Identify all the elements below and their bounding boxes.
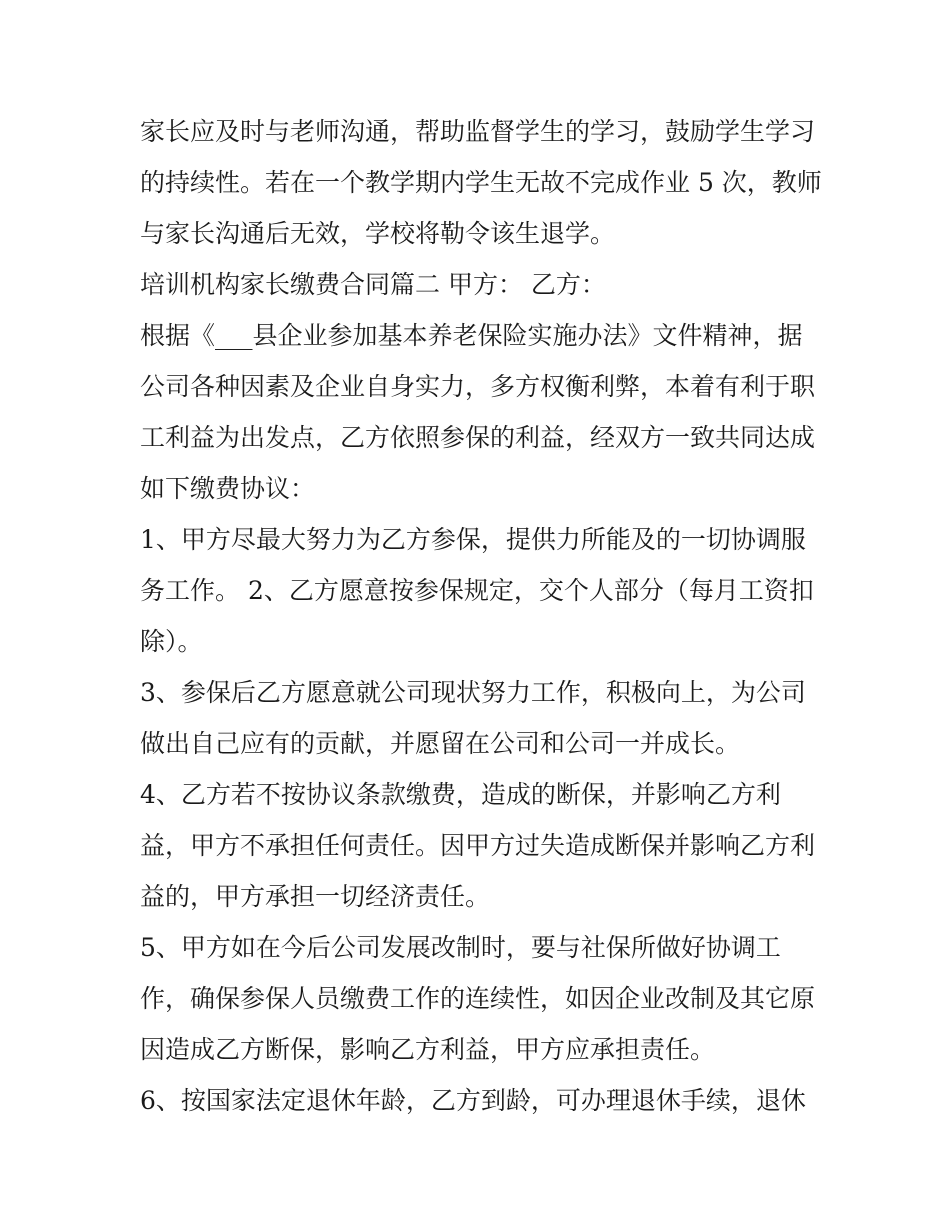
clause-3-line: 3、参保后乙方愿意就公司现状努力工作，积极向上，为公司 <box>140 678 806 707</box>
text-line: 工利益为出发点，乙方依照参保的利益，经双方一致共同达成 <box>140 423 816 452</box>
text-line: 根据《___县企业参加基本养老保险实施办法》文件精神，据 <box>140 321 803 350</box>
text-line: 益，甲方不承担任何责任。因甲方过失造成断保并影响乙方利 <box>140 831 816 860</box>
clause-5-line: 5、甲方如在今后公司发展改制时，要与社保所做好协调工 <box>140 933 781 962</box>
text-line: 公司各种因素及企业自身实力，多方权衡利弊，本着有利于职 <box>140 372 816 401</box>
document-body <box>140 106 820 1126</box>
text-line: 如下缴费协议： <box>140 474 316 503</box>
clause-2-line: 务工作。 2、乙方愿意按参保规定，交个人部分（每月工资扣 <box>140 576 814 605</box>
clause-4-line: 4、乙方若不按协议条款缴费，造成的断保，并影响乙方利 <box>140 780 781 809</box>
text-line: 益的，甲方承担一切经济责任。 <box>140 882 491 911</box>
text-line: 除）。 <box>140 627 203 656</box>
text-line: 家长应及时与老师沟通，帮助监督学生的学习，鼓励学生学习 <box>140 117 816 146</box>
section-heading: 培训机构家长缴费合同篇二 甲方： 乙方： <box>140 270 606 299</box>
text-line: 做出自己应有的贡献，并愿留在公司和公司一并成长。 <box>140 729 741 758</box>
text-line: 的持续性。若在一个教学期内学生无故不完成作业 5 次，教师 <box>140 168 822 197</box>
clause-6-line: 6、按国家法定退休年龄，乙方到龄，可办理退休手续，退休 <box>140 1086 806 1115</box>
clause-1-line: 1、甲方尽最大努力为乙方参保，提供力所能及的一切协调服 <box>140 525 806 554</box>
text-line: 作，确保参保人员缴费工作的连续性，如因企业改制及其它原 <box>140 984 816 1013</box>
text-line: 因造成乙方断保，影响乙方利益，甲方应承担责任。 <box>140 1035 716 1064</box>
text-line: 与家长沟通后无效，学校将勒令该生退学。 <box>140 219 616 248</box>
